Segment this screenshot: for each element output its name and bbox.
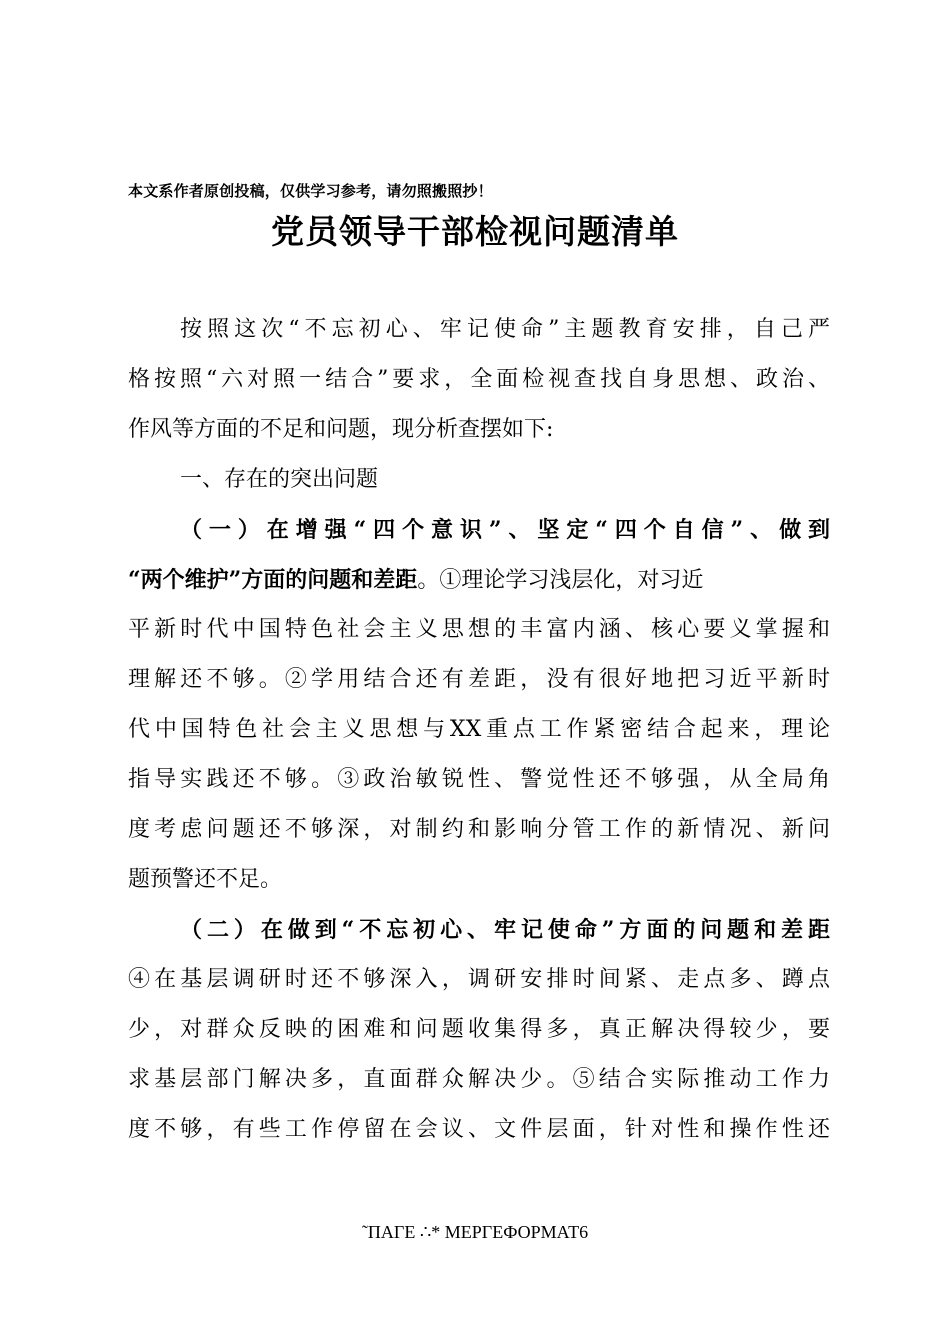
document-title: 党员领导干部检视问题清单 [271, 212, 679, 251]
section-heading-problems: 一、存在的突出问题 [180, 467, 379, 492]
item1-heading-rest: 。①理论学习浅层化，对习近 [417, 568, 704, 593]
intro-line-3: 作风等方面的不足和问题，现分析查摆如下: [128, 417, 554, 442]
item1-heading-bold: “两个维护”方面的问题和差距 [128, 567, 418, 593]
intro-line-1: 按照这次“不忘初心、牢记使命”主题教育安排，自己严 [180, 317, 830, 342]
item1-line-2: 理解还不够。②学用结合还有差距，没有很好地把习近平新时 [128, 667, 830, 692]
item2-line-2: 少，对群众反映的困难和问题收集得多，真正解决得较少，要 [128, 1017, 830, 1042]
item1-line-4: 指导实践还不够。③政治敏锐性、警觉性还不够强，从全局角 [128, 767, 830, 792]
item2-line-1: ④在基层调研时还不够深入，调研安排时间紧、走点多、蹲点 [128, 967, 830, 992]
item1-line-1: 平新时代中国特色社会主义思想的丰富内涵、核心要义掌握和 [128, 617, 830, 642]
item2-line-3: 求基层部门解决多，直面群众解决少。⑤结合实际推动工作力 [128, 1067, 830, 1092]
page-number-field: ˜ПАГЕ ∴* МЕРГЕФОРМАТ6 [361, 1222, 589, 1242]
item1-heading-line-2 [128, 564, 703, 597]
item2-line-4: 度不够，有些工作停留在会议、文件层面，针对性和操作性还 [128, 1117, 830, 1142]
item1-line-6: 题预警还不足。 [128, 867, 283, 892]
intro-line-2: 格按照“六对照一结合”要求，全面检视查找自身思想、政治、 [128, 367, 830, 392]
item1-line-3: 代中国特色社会主义思想与XX重点工作紧密结合起来，理论 [128, 717, 830, 742]
copyright-notice: 本文系作者原创投稿，仅供学习参考，请勿照搬照抄！ [128, 182, 493, 200]
item1-line-5: 度考虑问题还不够深，对制约和影响分管工作的新情况、新问 [128, 817, 830, 842]
item1-heading-line-1: （一）在增强“四个意识”、坚定“四个自信”、做到 [180, 517, 830, 543]
item2-heading: （二）在做到“不忘初心、牢记使命”方面的问题和差距 [180, 917, 830, 943]
